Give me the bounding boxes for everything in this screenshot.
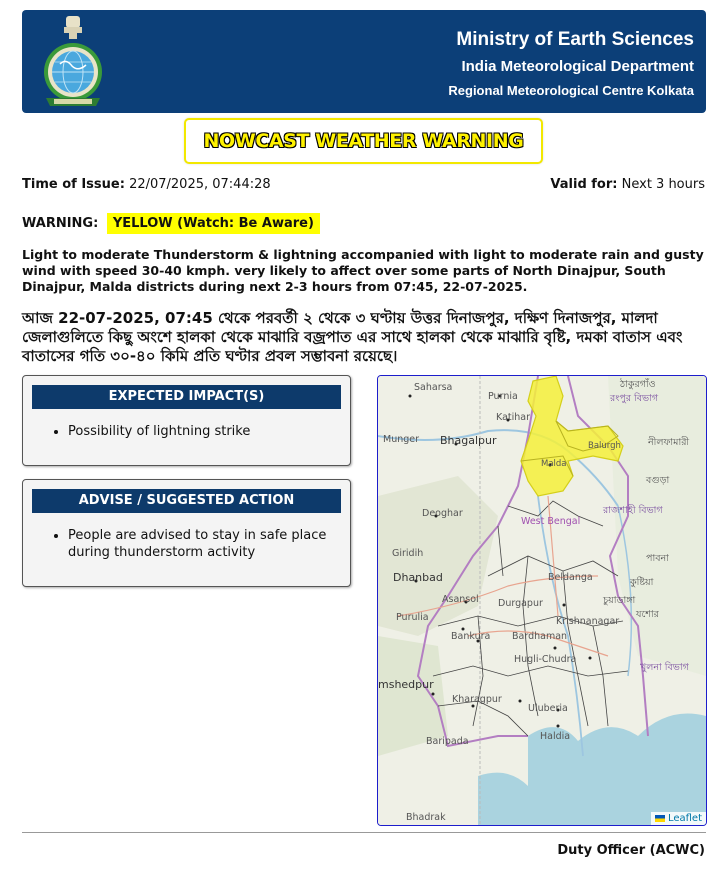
map-label: Bardhaman <box>512 631 568 642</box>
valid-for <box>550 177 705 193</box>
department-name: India Meteorological Department <box>461 58 694 75</box>
map-label: রাজশাহী বিভাগ <box>603 505 663 516</box>
leaflet-attribution-link[interactable] <box>651 812 706 825</box>
map-label: Dhanbad <box>393 571 443 584</box>
map-label: Bhagalpur <box>440 434 497 447</box>
map-label: Beldanga <box>548 572 593 583</box>
list-item: • People are advised to stay in safe place during thunderstorm activity <box>68 527 350 561</box>
header-text <box>448 28 694 101</box>
time-of-issue <box>22 177 271 193</box>
map-label: Krishnanagar <box>556 616 620 627</box>
warning-map[interactable] <box>377 375 707 826</box>
attribution-text: Leaflet <box>667 813 702 824</box>
advise-title: ADVISE / SUGGESTED ACTION <box>32 489 341 513</box>
map-label: Haldia <box>540 731 571 742</box>
time-of-issue-label: Time of Issue: <box>22 177 125 192</box>
ukraine-flag-icon <box>655 815 665 822</box>
nowcast-title: NOWCAST WEATHER WARNING <box>203 130 524 152</box>
expected-impacts-card <box>22 375 351 466</box>
warning-level-badge: YELLOW (Watch: Be Aware) <box>107 213 320 234</box>
valid-for-value: Next 3 hours <box>621 177 705 192</box>
map-label: Uluberia <box>528 703 568 714</box>
map-label: পাবনা <box>646 553 669 564</box>
map-label: Balurgh <box>588 441 621 451</box>
header-banner <box>22 10 706 113</box>
map-label: Asansol <box>442 594 479 605</box>
footer-divider <box>22 832 706 833</box>
map-label: Giridih <box>392 548 424 559</box>
map-label: রংপুর বিভাগ <box>610 393 659 404</box>
ministry-name: Ministry of Earth Sciences <box>456 29 694 50</box>
expected-impacts-title: EXPECTED IMPACT(S) <box>32 385 341 409</box>
map-label: Durgapur <box>498 598 543 609</box>
map-label: Kharagpur <box>452 694 502 705</box>
map-label: Purulia <box>396 612 429 623</box>
map-label: কুষ্টিয়া <box>630 577 654 588</box>
nowcast-title-box <box>184 118 543 164</box>
map-label: Malda <box>541 459 567 469</box>
map-label: Hugli-Chudra <box>514 654 577 665</box>
warning-message-bengali: আজ 22-07-2025, 07:45 থেকে পরবর্তী ২ থেকে ৩ ঘণ্টায় উত্তর দিনাজপুর, দক্ষিণ দিনাজপুর, মালদা জেলাগুলিতে কিছু অংশে হালকা থেকে মাঝারি বজ্রপাত এর সাথে হালকা থেকে মাঝারি বৃষ্টি, দমকা বাতাস এবং বাতাসের গতি ৩০-৪০ কিমি প্রতি ঘণ্টার প্রবল সম্ভাবনা রয়েছে। <box>22 309 683 365</box>
map-label: বগুড়া <box>646 475 670 486</box>
map-label: খুলনা বিভাগ <box>640 662 689 673</box>
advise-card <box>22 479 351 587</box>
map-label: ঠাকুরগাঁও <box>620 379 656 390</box>
map-label: নীলফামারী <box>648 437 690 448</box>
map-label: Baripada <box>426 736 469 747</box>
warning-line <box>22 212 320 236</box>
duty-officer-signature: Duty Officer (ACWC) <box>557 843 705 858</box>
map-label: চুয়াডাঙ্গা <box>603 595 636 606</box>
map-label: Munger <box>383 434 420 445</box>
warning-label: WARNING: <box>22 216 99 231</box>
expected-impacts-list <box>23 423 350 440</box>
map-label: Saharsa <box>414 382 453 393</box>
map-labels <box>378 376 706 825</box>
list-item: • Possibility of lightning strike <box>68 423 350 440</box>
map-label: Purnia <box>488 391 518 402</box>
centre-name: Regional Meteorological Centre Kolkata <box>448 83 694 98</box>
warning-message-english: Light to moderate Thunderstorm & lightning accompanied with light to moderate rain and gusty wind with speed 30-40 kmph. very likely to affect over some parts of North Dinajpur, South Dinajpur, Malda districts during next 2-3 hours from 07:45, 22-07-2025. <box>22 247 704 294</box>
map-label: Katihar <box>496 412 530 423</box>
map-label: Bankura <box>451 631 491 642</box>
advise-list <box>23 527 350 561</box>
time-of-issue-value: 22/07/2025, 07:44:28 <box>129 177 271 192</box>
imd-emblem-icon <box>36 14 110 110</box>
valid-for-label: Valid for: <box>550 177 618 192</box>
map-label: West Bengal <box>521 516 581 527</box>
map-label: Deoghar <box>422 508 463 519</box>
map-label: Bhadrak <box>406 812 446 823</box>
map-label: mshedpur <box>378 678 434 691</box>
map-label: যশোর <box>636 609 659 620</box>
